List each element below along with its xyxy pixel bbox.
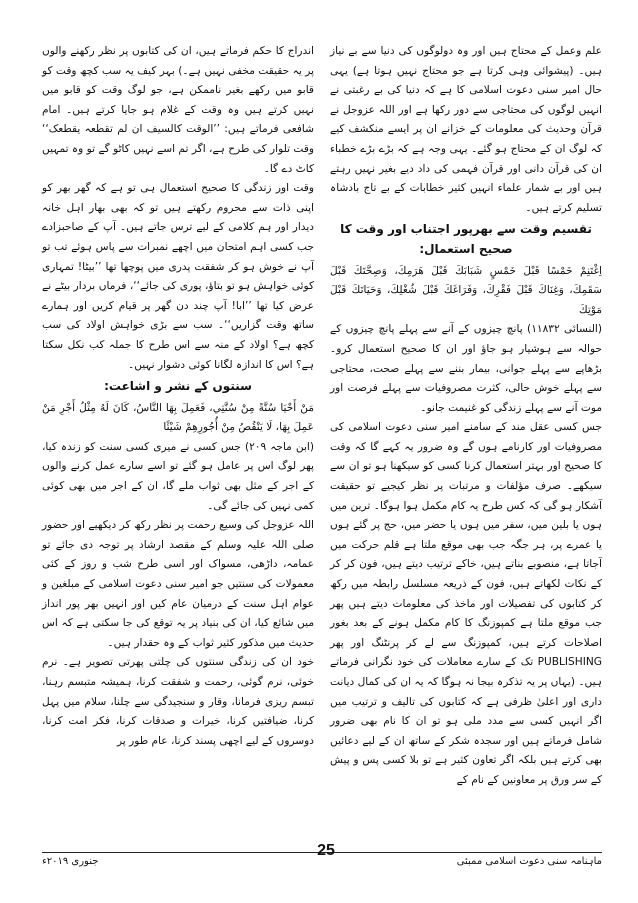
page-number: 25 [317, 842, 335, 859]
left-column [42, 42, 314, 751]
paragraph: اللہ عزوجل کی وسیع رحمت پر نظر رکھ کر دیکھیے اور حضور صلی اللہ علیہ وسلم کے مقصد ارشاد پر توجہ دی جائے تو عمامہ، داڑھی، مسواک اور اسی طرح شب و روز کے کئی معمولات کی سنتیں جو امیر سنی دعوت اسلامی کے مبلغین و عوام اہل سنت کے درمیان عام کیں اور انہیں بھر پور انداز میں شائع کیا، ان کی بنیاد پر یہ توقع کی جا سکتی ہے کہ اس حدیث میں مذکور کثیر ثواب کے وہ حقدار ہیں۔ [42, 519, 314, 649]
arabic-hadith: مَنْ أَحْيَا سُنَّةً مِنْ سُنَّتِي، فَعَمِلَ بِهَا النَّاسُ، كَانَ لَهُ مِثْلُ أَجْرِ مَنْ عَمِلَ بِهَا، لَا يَنْقُصُ مِنْ أُجُورِهِمْ شَيْئًا [42, 401, 314, 434]
paragraph: اندراج کا حکم فرماتے ہیں، ان کی کتابوں پر نظر رکھنے والوں پر یہ حقیقت مخفی نہیں ہے۔) بہر کیف یہ سب کچھ وقت کو قابو میں رکھے بغیر ناممکن ہے، جو لوگ وقت کو قابو میں نہیں کرتے ہیں وہ وقت کے غلام ہو جایا کرتے ہیں۔ امام شافعی فرماتے ہیں: ’’الوقت کالسیف ان لم تقطعہ یقطعک‘‘ وقت تلوار کی طرح ہے، اگر تم اسے نہیں کاٹو گے تو وہ تمہیں کاٹ دے گا۔ [42, 45, 314, 175]
right-column [330, 42, 602, 791]
paragraph: علم وعمل کے محتاج ہیں اور وہ دولوگوں کی دنیا سے بے نیاز ہیں۔ (پیشوائی وہی کرتا ہے جو محتاج نہیں ہوتا ہے) یہی حال امیر سنی دعوت اسلامی کا ہے کہ دنیا کی بے رغبتی نے انہیں لوگوں کی محتاجی سے دور رکھا ہے اور اللہ عزوجل نے قرآن وحدیث کی معلومات کے خزانے ان پر ایسے منکشف کیے کہ لوگ ان کے محتاج ہو گئے۔ یہی وجہ ہے کہ بڑے بڑے خطباء ان کی قرآن دانی اور قرآن فہمی کی داد دیے بغیر نہیں رہتے ہیں اور بے شمار علماء انہیں کثیر خطابات کے بے تاج بادشاہ تسلیم کرتے ہیں۔ [330, 45, 602, 214]
paragraph: (ابن ماجہ ۲۰۹) جس کسی نے میری کسی سنت کو زندہ کیا، پھر لوگ اس پر عامل ہو گئے تو اسے سارے عمل کرنے والوں کے اجر کے مثل بھی ثواب ملے گا، ان کے اجر میں بھی کوئی کمی نہیں کی جائے گی۔ [42, 440, 314, 512]
paragraph: جس کسی عقل مند کے سامنے امیر سنی دعوت اسلامی کی مصروفیات اور کارنامے ہوں گے وہ ضرور یہ کہے گا کہ وقت کا صحیح اور بہتر استعمال کرنا کسی کو سیکھنا ہو تو ان سے سیکھے۔ صرف مؤلفات و مرتبات پر نظر کیجیے تو حقیقت آشکار ہو گی کہ کس طرح یہ کام مکمل ہوا ہوگا۔ ترین میں ہوں یا بلین میں، سفر میں ہوں یا حضر میں، حج پر گئے ہوں یا عمرے پر، ہر جگہ جب بھی موقع ملتا ہے قلم حرکت میں آجاتا ہے، منصوبے بناتے ہیں، خاکے ترتیب دیتے ہیں، فون کر کر کے نکات لکھاتے ہیں، فون کے ذریعہ مسلسل رابطہ میں رکھ کر کتابوں کی تفصیلات اور ماخذ کی معلومات دیتے ہیں پھر جب موقع ملتا ہے کمپوزنگ کا کام مکمل ہونے کے بعد بغور اصلاحات کرتے ہیں، کمپوزنگ سے لے کر پرنٹنگ اور پھر PUBLISHING تک کے سارے معاملات کی خود نگرانی فرماتے ہیں۔ (یہاں پر یہ تذکرہ بیجا نہ ہوگا کہ یہ ان کی کمال دیانت داری اور اعلیٰ ظرفی ہے کہ کتابوں کی تالیف و ترتیب میں اگر انہیں کسی سے مدد ملی ہو تو ان کا نام بھی ضرور شامل فرماتے ہیں اور سجدہ شکر کے ساتھ ان کے لیے دعائیں بھی کرتے ہیں بلکہ اگر تعاون کثیر ہے تو بلا کسی پس و پیش کے سر ورق پر معاونین کے نام کے [330, 421, 602, 786]
section-heading: سنتوں کے نشر و اشاعت: [104, 379, 252, 394]
magazine-title: ماہنامہ سنی دعوت اسلامی ممبئی [456, 856, 602, 867]
page-footer [42, 842, 602, 882]
section-heading: تقسیم وقت سے بھرپور اجتناب اور وقت کا صحیح استعمال: [340, 222, 592, 256]
paragraph: (النسائی ۱۱۸۳۲) پانچ چیزوں کے آنے سے پہلے پانچ چیزوں کے حوالہ سے ہوشیار ہو جاؤ اور ان کا صحیح استعمال کرو۔ بڑھاپے سے پہلے جوانی، بیمار بننے سے پہلے صحت، محتاجی سے پہلے خوش حالی، کثرت مصروفیات سے پہلے فرصت اور موت آنے سے پہلے زندگی کو غنیمت جانو۔ [330, 323, 602, 414]
paragraph: وقت اور زندگی کا صحیح استعمال ہی تو ہے کہ گھر بھر کو اپنی ذات سے محروم رکھتے ہیں تو کہ بھی بھار اہل خانہ دیدار اور ہم کلامی کے لیے ترس جاتے ہیں۔ آپ کے صاحبزادے جب کسی اہم امتحان میں اچھے نمبرات سے پاس ہوئے تب تو آپ نے خوش ہو کر شفقت پدری میں پوچھا تھا ’’بیٹا! تمہاری کوئی خواہش ہو تو بتاؤ، پوری کی جائے‘‘، فرماں بردار بیٹے نے عرض کیا تھا ’’ابا! آپ چند دن گھر پر قیام کریں اور ہمارے ساتھ وقت گزاریں‘‘۔ سب سے بڑی خواہش اولاد کی سب کچھ ہے؟ اولاد کے منہ سے اس طرح کا جملہ کب نکل سکتا ہے؟ اس کا اندازہ لگانا کوئی دشوار نہیں۔ [42, 182, 314, 371]
issue-date: جنوری ۲۰۱۹ء [42, 856, 99, 867]
arabic-quote: اِغْتَنِمْ خَمْسًا قَبْلَ خَمْسٍ شَبَابَكَ قَبْلَ هَرَمِكَ، وَصِحَّتَكَ قَبْلَ سَقَمِكَ، وَغِنَاكَ قَبْلَ فَقْرِكَ، وَفَرَاغَكَ قَبْلَ شُغْلِكَ، وَحَيَاتَكَ قَبْلَ مَوْتِكَ [330, 264, 602, 316]
paragraph: خود ان کی زندگی سنتوں کی چلتی پھرتی تصویر ہے۔ نرم خوئی، نرم گوئی، رحمت و شفقت کرنا، ہمیشہ متبسم رہنا، تبسم ریزی فرمانا، وقار و سنجیدگی سے چلنا، سلام میں پہل کرنا، ضیافتیں کرنا، خیرات و صدقات کرنا، فکر امت کرنا، دوسروں کے لیے اچھی پسند کرنا، عام طور پر [42, 656, 314, 747]
